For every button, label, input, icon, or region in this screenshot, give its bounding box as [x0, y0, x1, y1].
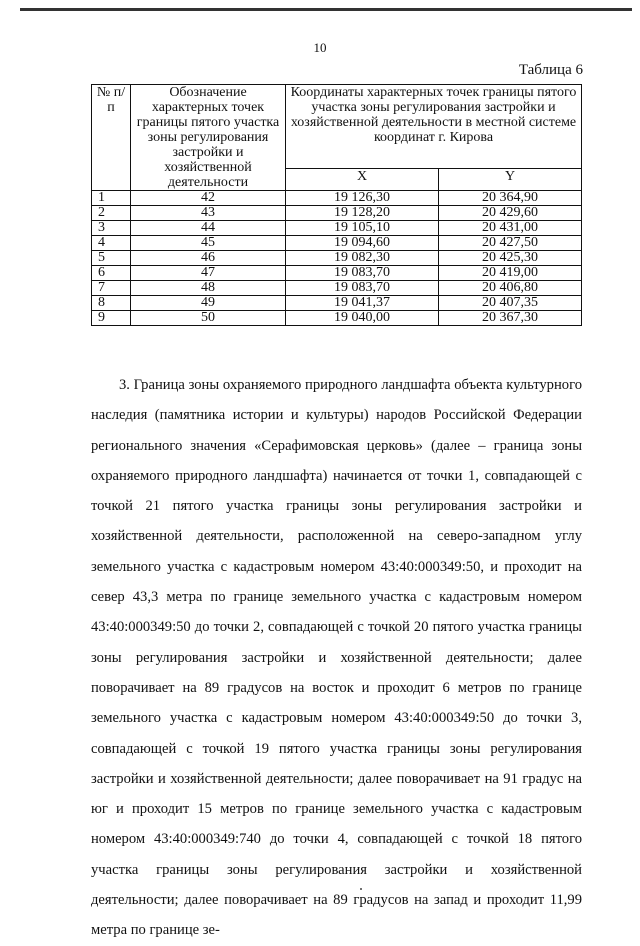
- row-x: 19 126,30: [286, 191, 439, 206]
- row-x: 19 040,00: [286, 311, 439, 326]
- table-row: [92, 296, 582, 311]
- row-point: 44: [131, 221, 286, 236]
- row-point: 45: [131, 236, 286, 251]
- row-point: 46: [131, 251, 286, 266]
- row-number: 5: [92, 251, 131, 266]
- header-number: № п/п: [92, 85, 131, 191]
- row-number: 9: [92, 311, 131, 326]
- row-number: 1: [92, 191, 131, 206]
- row-y: 20 407,35: [439, 296, 582, 311]
- row-number: 8: [92, 296, 131, 311]
- row-number: 6: [92, 266, 131, 281]
- row-y: 20 425,30: [439, 251, 582, 266]
- row-y: 20 419,00: [439, 266, 582, 281]
- body-paragraph: [91, 370, 582, 946]
- table-caption: Таблица 6: [518, 62, 583, 78]
- scan-speck: [360, 888, 362, 890]
- table-row: [92, 236, 582, 251]
- header-point-designation: Обозначение характерных точек границы пятого участка зоны регулирования застройки и хозяйственной деятельности: [131, 85, 286, 191]
- row-x: 19 041,37: [286, 296, 439, 311]
- page-number: 10: [313, 40, 327, 55]
- row-y: 20 429,60: [439, 206, 582, 221]
- header-y: Y: [439, 168, 582, 190]
- table-row: [92, 206, 582, 221]
- row-x: 19 083,70: [286, 281, 439, 296]
- table-row: [92, 251, 582, 266]
- header-x: X: [286, 168, 439, 190]
- table-body: [92, 191, 582, 326]
- row-y: 20 406,80: [439, 281, 582, 296]
- table-row: [92, 221, 582, 236]
- row-x: 19 082,30: [286, 251, 439, 266]
- coordinates-table: [91, 84, 582, 326]
- row-point: 47: [131, 266, 286, 281]
- row-point: 48: [131, 281, 286, 296]
- row-number: 4: [92, 236, 131, 251]
- row-y: 20 367,30: [439, 311, 582, 326]
- row-point: 42: [131, 191, 286, 206]
- table-row: [92, 266, 582, 281]
- row-y: 20 427,50: [439, 236, 582, 251]
- row-x: 19 105,10: [286, 221, 439, 236]
- header-coordinates: Координаты характерных точек границы пятого участка зоны регулирования застройки и хозяйственной деятельности в местной системе координат г. Кирова: [286, 85, 582, 169]
- row-number: 7: [92, 281, 131, 296]
- row-number: 2: [92, 206, 131, 221]
- row-point: 43: [131, 206, 286, 221]
- row-x: 19 094,60: [286, 236, 439, 251]
- table-row: [92, 191, 582, 206]
- row-y: 20 364,90: [439, 191, 582, 206]
- row-y: 20 431,00: [439, 221, 582, 236]
- table-row: [92, 281, 582, 296]
- paragraph-text: 3. Граница зоны охраняемого природного ландшафта объекта культурного наследия (памятника истории и культуры) народов Российской Федерации регионального значения «Серафимовская церковь» (далее – граница зоны охраняемого природного ландшафта) начинается от точки 1, совпадающей с точкой 21 пятого участка границы зоны регулирования застройки и хозяйственной деятельности, расположенной на северо-западном углу земельного участка с кадастровым номером 43:40:000349:50, и проходит на север 43,3 метра по границе земельного участка с кадастровым номером 43:40:000349:50 до точки 2, совпадающей с точкой 20 пятого участка границы зоны регулирования застройки и хозяйственной деятельности; далее поворачивает на 89 градусов на восток и проходит 6 метров по границе земельного участка с кадастровым номером 43:40:000349:50 до точки 3, совпадающей с точкой 19 пятого участка границы зоны регулирования застройки и хозяйственной деятельности; далее поворачивает на 91 градус на юг и проходит 15 метров по границе земельного участка с кадастровым номером 43:40:000349:740 до точки 4, совпадающей с точкой 18 пятого участка границы зоны регулирования застройки и хозяйственной деятельности; далее поворачивает на 89 градусов на запад и проходит 11,99 метра по границе зе-: [91, 377, 582, 939]
- top-rule: [20, 8, 632, 11]
- row-x: 19 128,20: [286, 206, 439, 221]
- row-point: 50: [131, 311, 286, 326]
- table-row: [92, 311, 582, 326]
- row-number: 3: [92, 221, 131, 236]
- row-point: 49: [131, 296, 286, 311]
- row-x: 19 083,70: [286, 266, 439, 281]
